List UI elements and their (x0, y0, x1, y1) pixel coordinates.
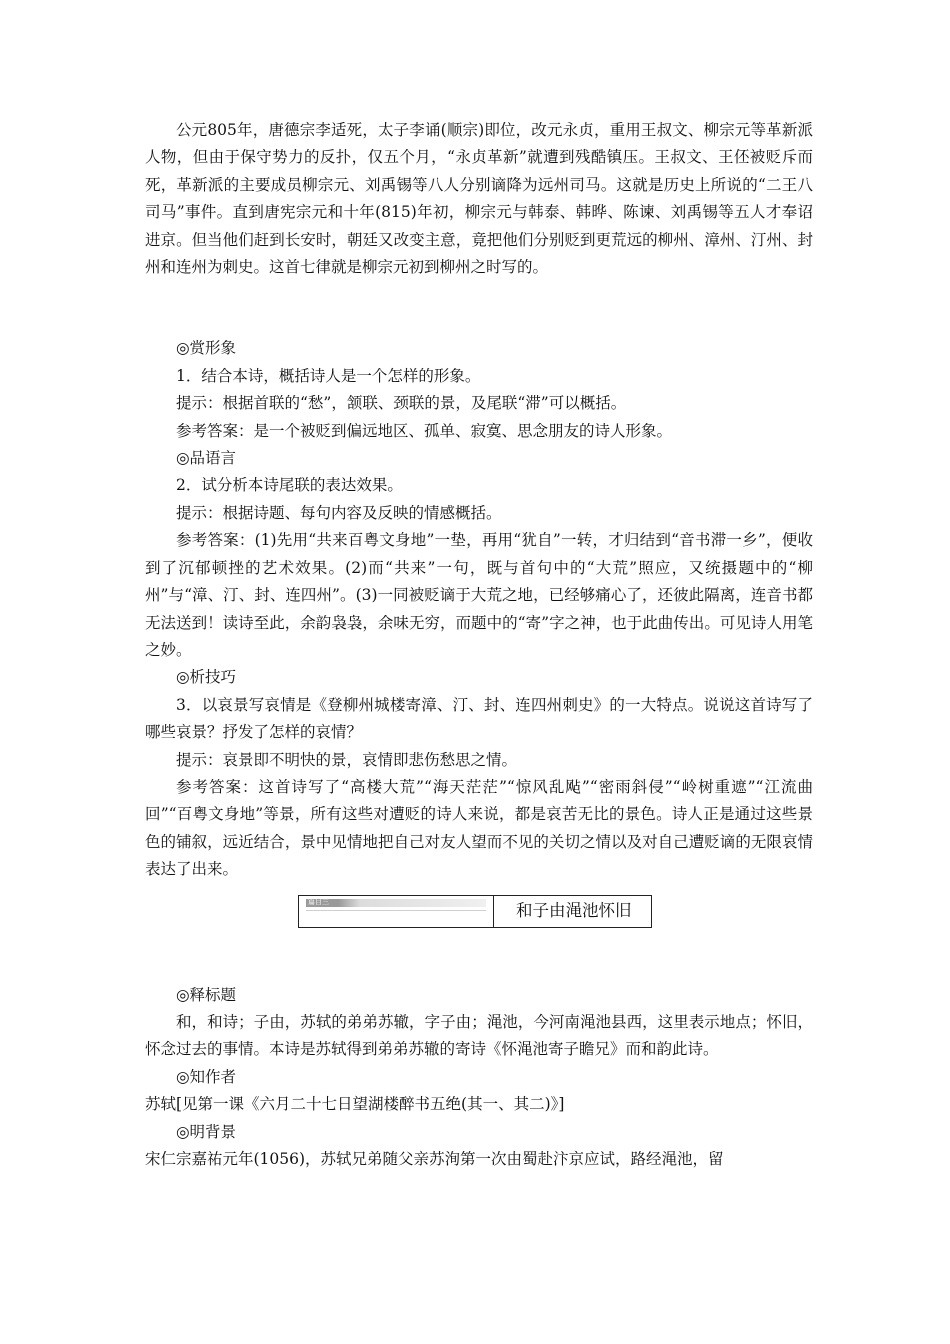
question-2: 2．试分析本诗尾联的表达效果。 (176, 476, 403, 495)
question-2-answer: 参考答案：(1)先用“共来百粤文身地”一垫，再用“犹自”一转，才归结到“音书滞一乡”，便收到了沉郁顿挫的艺术效果。(2)而“共来”一句，既与首句中的“大荒”照应，又统摄题中的“柳州”与“漳、汀、封、连四州”。(3)一同被贬谪于大荒之地，已经够痛心了，还彼此隔离，连音书都无法送到！读诗至此，余韵袅袅，余味无穷，而题中的“寄”字之神，也于此曲传出。可见诗人用笔之妙。 (145, 531, 813, 659)
spacer (145, 928, 813, 982)
question-1-hint: 提示：根据首联的“愁”，颔联、颈联的景，及尾联“滞”可以概括。 (176, 394, 627, 413)
section-heading-technique: ◎析技巧 (176, 668, 237, 687)
tag-underline (306, 910, 486, 911)
poem-title-box (298, 895, 652, 928)
poem-title: 和子由渑池怀旧 (516, 900, 632, 920)
section-heading-language: ◎品语言 (176, 449, 237, 468)
intro-paragraph: 公元805年，唐德宗李适死，太子李诵(顺宗)即位，改元永贞，重用王叔文、柳宗元等革新派人物，但由于保守势力的反扑，仅五个月，“永贞革新”就遭到残酷镇压。王叔文、王伾被贬斥而死，革新派的主要成员柳宗元、刘禹锡等八人分别谪降为远州司马。这就是历史上所说的“二王八司马”事件。直到唐宪宗元和十年(815)年初，柳宗元与韩泰、韩晔、陈谏、刘禹锡等五人才奉诏进京。但当他们赶到长安时，朝廷又改变主意，竟把他们分别贬到更荒远的柳州、漳州、汀州、封州和连州为刺史。这首七律就是柳宗元初到柳州之时写的。 (145, 121, 813, 277)
section-heading-background: ◎明背景 (176, 1122, 237, 1141)
question-1: 1．结合本诗，概括诗人是一个怎样的形象。 (176, 366, 481, 385)
poem-number-tag (306, 899, 486, 907)
section-heading-image: ◎赏形象 (176, 339, 237, 358)
question-3: 3．以哀景写哀情是《登柳州城楼寄漳、汀、封、连四州刺史》的一大特点。说说这首诗写了哪些哀景？抒发了怎样的哀情？ (145, 695, 813, 742)
question-3-answer: 参考答案：这首诗写了“高楼大荒”“海天茫茫”“惊风乱飐”“密雨斜侵”“岭树重遮”“江流曲回”“百粤文身地”等景，所有这些对遭贬的诗人来说，都是哀苦无比的景色。诗人正是通过这些景色的铺叙，远近结合，景中见情地把自己对友人望而不见的关切之情以及对自己遭贬谪的无限哀情表达了出来。 (145, 777, 813, 879)
poem-tag-cell (299, 896, 494, 927)
section-heading-title: ◎释标题 (176, 985, 237, 1004)
spacer (145, 281, 813, 335)
author-text: 苏轼[见第一课《六月二十七日望湖楼醉书五绝(其一、其二)》] (145, 1095, 565, 1114)
poem-number-tag-text: 篇目三 (308, 897, 329, 906)
title-explanation: 和，和诗；子由，苏轼的弟弟苏辙，字子由；渑池，今河南渑池县西，这里表示地点；怀旧，怀念过去的事情。本诗是苏轼得到弟弟苏辙的寄诗《怀渑池寄子瞻兄》而和韵此诗。 (145, 1012, 813, 1059)
section-heading-author: ◎知作者 (176, 1067, 237, 1086)
document-page (145, 117, 813, 1173)
question-3-hint: 提示：哀景即不明快的景，哀情即悲伤愁思之情。 (176, 750, 518, 769)
question-2-hint: 提示：根据诗题、每句内容及反映的情感概括。 (176, 503, 502, 522)
question-1-answer: 参考答案：是一个被贬到偏远地区、孤单、寂寞、思念朋友的诗人形象。 (176, 421, 673, 440)
background-text: 宋仁宗嘉祐元年(1056)，苏轼兄弟随父亲苏洵第一次由蜀赴汴京应试，路经渑池，留 (145, 1150, 724, 1168)
